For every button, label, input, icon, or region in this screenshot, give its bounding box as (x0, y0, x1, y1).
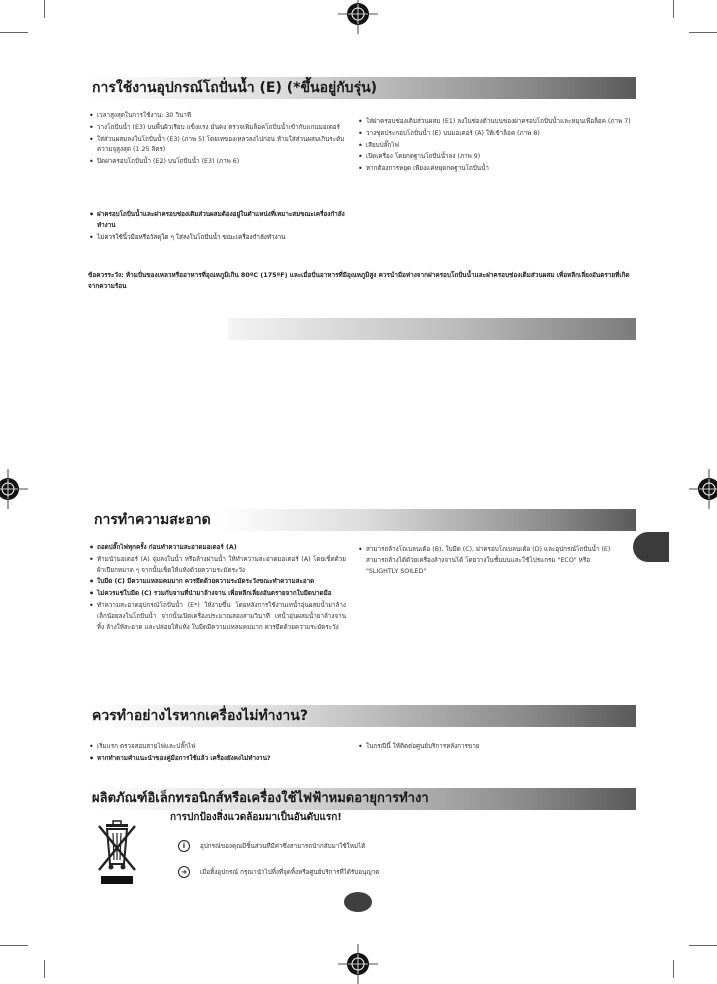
eol-item-text: เมื่อทิ้งอุปกรณ์ กรุณานำไปทิ้งที่จุดทิ้งหรือศูนย์บริการที่ได้รับอนุญาต (200, 869, 380, 876)
cleaning-title: การทำความสะอาด (94, 512, 211, 528)
blank-header-bar (228, 318, 636, 340)
crop-mark (673, 960, 674, 978)
eol-item-text: อุปกรณ์ของคุณมีชิ้นส่วนที่มีค่าซึ่งสามารถนำกลับมาใช้ใหม่ได้ (200, 843, 366, 850)
eol-title: ผลิตภัณฑ์อิเล็กทรอนิกส์หรือเครื่องใช้ไฟฟ้าหมดอายุการทำงา (92, 791, 429, 806)
list-item: • เริ่มแรก ตรวจสอบสายไฟและปลั๊กไฟ (88, 742, 350, 753)
info-icon: i (178, 840, 190, 852)
list-item: • ห้ามนำมอเตอร์ (A) จุ่มลงในน้ำ หรือล้างผ่านน้ำ ให้ทำความสะอาดมอเตอร์ (A) โดยเช็ดด้วยผ้าเปียกหมาด ๆ จากนั้นเช็ดให้แห้งด้วยความระมัดระวัง (88, 555, 346, 577)
page-number-badge (344, 892, 372, 912)
list-item: • ใส่ฝาครอบช่องเติมส่วนผสม (E1) ลงในช่องด้านบนของฝาครอบโถปั่นน้ำและหมุนเพื่อล็อค (ภาพ 7) (357, 117, 637, 128)
crop-mark (689, 32, 717, 33)
caution-note: ข้อควรระวัง: ห้ามปั่นของเหลวหรืออาหารที่อุณหภูมิเกิน 80ºC (175ºF) และเมื่อปั่นอาหารที่มีอุณหภูมิสูง ควรนำมือห่างจากฝาครอบโถปั่นน้ำและฝาครอบช่องเติมส่วนผสม เพื่อหลีกเลี่ยงอันตรายที่เกิดจากความร้อน (88, 271, 630, 290)
list-item: • ในกรณีนี้ ให้ติดต่อศูนย์บริการหลังการขาย (357, 742, 622, 753)
crop-mark (673, 0, 674, 18)
crossed-bin-icon (96, 820, 138, 886)
arrow-right-icon: ➜ (178, 866, 190, 878)
section-e-warnings (88, 210, 350, 244)
registration-mark-left (0, 469, 28, 509)
registration-mark-top (338, 0, 378, 34)
crop-mark (44, 0, 45, 18)
crop-mark (44, 960, 45, 978)
eol-subtitle: การปกป้องสิ่งแวดล้อมมาเป็นอันดับแรก! (170, 812, 342, 823)
registration-mark-right (689, 469, 717, 509)
troubleshoot-right-column (357, 742, 622, 754)
list-item: • ทำความสะอาดอุปกรณ์โถปั่นน้ำ (E*) ให้ง่ายขึ้น โดยหลังการใช้งานเทน้ำอุ่นผสมน้ำยาล้างเล็กน้อยลงในโถปั่นน้ำ จากนั้นเปิดเครื่องประมาณสองสามวินาที เทน้ำอุ่นผสมน้ำยาล้างจานทิ้ง ล้างให้สะอาด และปล่อยให้แห้ง ใบมีดมีความแหลมคมมาก ควรยึดด้วยความระมัดระวัง (88, 601, 346, 633)
troubleshoot-title: ควรทำอย่างไรหากเครื่องไม่ทำงาน? (92, 708, 308, 724)
registration-mark-bottom (338, 944, 378, 984)
crop-mark (689, 945, 717, 946)
list-item: • ปิดฝาครอบโถปั่นน้ำ (E2) บนโถปั่นน้ำ (E3) (ภาพ 6) (88, 157, 350, 168)
section-e-title: การใช้งานอุปกรณ์โถปั่นน้ำ (E) (*ขึ้นอยู่กับรุ่น) (92, 80, 378, 96)
cleaning-left-column (88, 543, 346, 634)
list-item: • วางชุดประกอบโถปั่นน้ำ (E) บนมอเตอร์ (A) ให้เข้าล็อค (ภาพ 8) (357, 129, 637, 140)
list-item: • หากต้องการหยุด เพียงแค่หยุดกดฐานโถปั่นน้ำ (357, 164, 637, 175)
section-e-right-column (357, 117, 637, 176)
list-item: • สามารถล้างโถเบลนเด้อ (B), ใบมีด (C), ฝาครอบโถเบลนเด้อ (D) และอุปกรณ์โถปั่นน้ำ (E) สามารถล้างได้ด้วยเครื่องล้างจานได้ โดยวางในชั้นบนและใช้โปรแกรม "ECO" หรือ "SLIGHTLY SOILED" (357, 545, 622, 577)
list-item: • ถอดปลั๊กไฟทุกครั้ง ก่อนทำความสะอาดมอเตอร์ (A) (88, 543, 346, 554)
warning-item: • ฝาครอบโถปั่นน้ำและฝาครอบช่องเติมส่วนผสมต้องอยู่ในตำแหน่งที่เหมาะสมขณะเครื่องกำลังทำงาน (88, 210, 350, 232)
list-item: • ไม่ควรแช่ใบมีด (C) รวมกับจานที่นำมาล้างจาน เพื่อหลีกเลี่ยงอันตรายจากใบมีดบาดมือ (88, 589, 346, 600)
list-item: • เสียบปลั๊กไฟ (357, 141, 637, 152)
troubleshoot-left-column (88, 742, 350, 766)
list-item: • เวลาสูงสุดในการใช้งาน: 30 วินาที (88, 111, 350, 122)
cleaning-right-column (357, 545, 622, 578)
warning-item: • ไม่ควรใช้นิ้วมือหรือวัสดุใด ๆ ใส่ลงในโถปั่นน้ำ ขณะเครื่องกำลังทำงาน (88, 233, 350, 244)
list-item: • ใส่ส่วนผสมลงในโถปั่นน้ำ (E3) (ภาพ 5) โดยเทของเหลวลงไปก่อน ห้ามใส่ส่วนผสมเกินระดับความจุสูงสุด (1.25 ลิตร) (88, 135, 350, 157)
crop-mark (0, 32, 28, 33)
list-item: • หากทำตามคำแนะนำของคู่มือการใช้แล้ว เครื่องยังคงไม่ทำงาน? (88, 754, 350, 765)
crop-mark (0, 945, 28, 946)
cleaning-header-bar (220, 509, 636, 531)
section-e-left-column (88, 111, 350, 169)
list-item: • วางโถปั่นน้ำ (E3) บนพื้นผิวเรียบ แข็งแรง มั่นคง ตรวจเพิ่มล็อคโถปั่นน้ำเข้ากับแกนมอเตอร์ (88, 123, 350, 134)
list-item: • เปิดเครื่อง โดยกดฐานโถปั่นน้ำลง (ภาพ 9) (357, 152, 637, 163)
page-edge-tab (633, 532, 669, 562)
list-item: • ใบมีด (C) มีความแหลมคมมาก ควรยึดด้วยความระมัดระวังขณะทำความสะอาด (88, 577, 346, 588)
